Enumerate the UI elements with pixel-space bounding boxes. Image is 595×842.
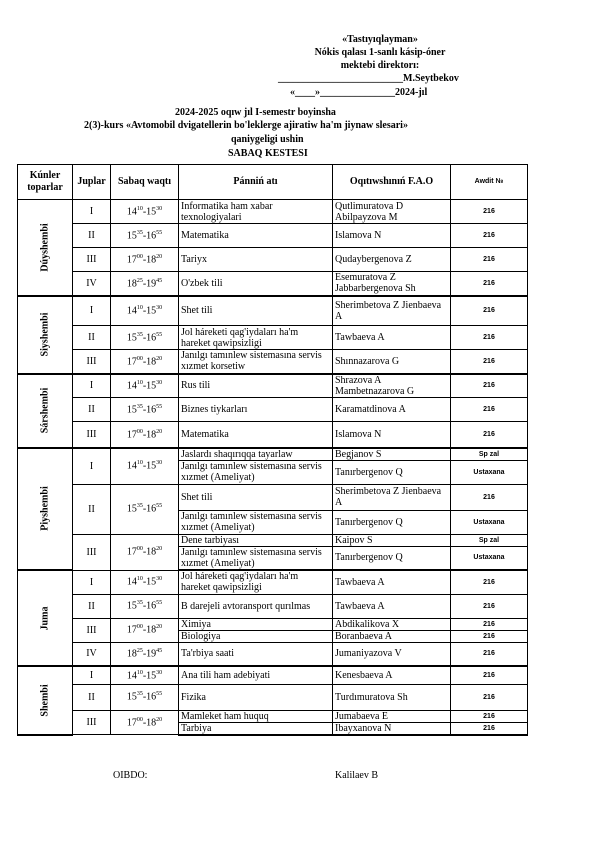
lesson-time: $15^{35}-16^{55}$ xyxy=(111,326,179,350)
teacher-name: Jumaniyazova V xyxy=(333,642,451,666)
subject-name: Shet tili xyxy=(179,296,333,326)
subject-name: Ana tili ham adebiyati xyxy=(179,666,333,684)
teacher-name: Tawbaeva A xyxy=(333,326,451,350)
teacher-name: Tawbaeva A xyxy=(333,594,451,618)
header-subject: Pánniń atı xyxy=(179,165,333,200)
lesson-time: $14^{10}-15^{30}$ xyxy=(111,570,179,594)
subject-name: B darejeli avtoransport qurılmas xyxy=(179,594,333,618)
pair-number: IV xyxy=(73,642,111,666)
room-number: 216 xyxy=(451,710,528,722)
page-title: SABAQ KESTESI xyxy=(228,148,308,159)
header-day xyxy=(18,165,73,200)
teacher-name: Begjanov S xyxy=(333,448,451,461)
room-number: Ustaxana xyxy=(451,510,528,534)
subject-name: Matematika xyxy=(179,224,333,248)
subject-name: Shet tili xyxy=(179,484,333,510)
teacher-name: Sherimbetova Z Jienbaeva A xyxy=(333,296,451,326)
schedule-table xyxy=(17,164,528,736)
table-row xyxy=(18,296,528,326)
lesson-time: $17^{00}-18^{20}$ xyxy=(111,422,179,448)
pair-number: I xyxy=(73,448,111,485)
subject-name: Jol háreketi qag'iydaları ha'm hareket qawipsizligi xyxy=(179,326,333,350)
pair-number: II xyxy=(73,326,111,350)
day-name: Shembi xyxy=(39,684,51,717)
teacher-name: Esemuratova Z Jabbarbergenova Sh xyxy=(333,272,451,296)
teacher-name: Tanırbergenov Q xyxy=(333,546,451,570)
subject-name: Janılgı tamınlew sistemasına servis xızmet (Ameliyat) xyxy=(179,510,333,534)
subject-name: Dene tarbiyası xyxy=(179,534,333,546)
teacher-name: Qutlimuratova D Abilpayzova M xyxy=(333,200,451,224)
table-row xyxy=(18,684,528,710)
teacher-name: Ibayxanova N xyxy=(333,722,451,735)
header-time xyxy=(111,165,179,200)
subject-name: Fizika xyxy=(179,684,333,710)
table-row xyxy=(18,570,528,594)
teacher-name: Shrazova A Mambetnazarova G xyxy=(333,374,451,398)
lesson-time: $15^{35}-16^{55}$ xyxy=(111,684,179,710)
lesson-time: $15^{35}-16^{55}$ xyxy=(111,594,179,618)
pair-number: III xyxy=(73,422,111,448)
room-number: 216 xyxy=(451,618,528,630)
room-number: 216 xyxy=(451,296,528,326)
subject-name: O'zbek tili xyxy=(179,272,333,296)
table-row xyxy=(18,200,528,224)
lesson-time: $14^{10}-15^{30}$ xyxy=(111,200,179,224)
teacher-name: Karamatdinova A xyxy=(333,398,451,422)
teacher-name: Tawbaeva A xyxy=(333,570,451,594)
pair-number: II xyxy=(73,484,111,534)
header-pair: Juplar xyxy=(73,165,111,200)
subject-name: Rus tili xyxy=(179,374,333,398)
table-row xyxy=(18,422,528,448)
table-row xyxy=(18,248,528,272)
pair-number: III xyxy=(73,534,111,570)
pair-number: III xyxy=(73,350,111,374)
table-row xyxy=(18,374,528,398)
lesson-time: $17^{00}-18^{20}$ xyxy=(111,618,179,642)
teacher-name: Tanırbergenov Q xyxy=(333,460,451,484)
room-number: 216 xyxy=(451,484,528,510)
table-row xyxy=(18,594,528,618)
lesson-time: $15^{35}-16^{55}$ xyxy=(111,224,179,248)
subject-name: Tariyx xyxy=(179,248,333,272)
day-name: Dúyshembi xyxy=(39,223,51,272)
lesson-time: $17^{00}-18^{20}$ xyxy=(111,350,179,374)
teacher-name: Shınnazarova G xyxy=(333,350,451,374)
lesson-time: $15^{35}-16^{55}$ xyxy=(111,484,179,534)
teacher-name: Kaipov S xyxy=(333,534,451,546)
table-row xyxy=(18,326,528,350)
approval-title: «Tastıyıqlayman» xyxy=(342,34,418,45)
teacher-name: Sherimbetova Z Jienbaeva A xyxy=(333,484,451,510)
header-teacher: Oqıtıwshınıń F.A.O xyxy=(333,165,451,200)
director-signature-line: _________________________M.Seytbekov xyxy=(278,73,459,84)
room-number: 216 xyxy=(451,272,528,296)
teacher-name: Abdikalikova X xyxy=(333,618,451,630)
subject-name: Biologiya xyxy=(179,630,333,642)
pair-number: III xyxy=(73,618,111,642)
table-row xyxy=(18,710,528,722)
room-number: 216 xyxy=(451,224,528,248)
pair-number: II xyxy=(73,684,111,710)
subject-name: Biznes tiykarları xyxy=(179,398,333,422)
lesson-time: $14^{10}-15^{30}$ xyxy=(111,296,179,326)
table-row xyxy=(18,448,528,461)
day-name-cell xyxy=(18,296,73,374)
table-row xyxy=(18,272,528,296)
room-number: 216 xyxy=(451,642,528,666)
lesson-time: $14^{10}-15^{30}$ xyxy=(111,374,179,398)
day-name: Piyshembi xyxy=(39,486,51,531)
subject-name: Informatika ham xabar texnologiyalari xyxy=(179,200,333,224)
teacher-name: Turdımuratova Sh xyxy=(333,684,451,710)
lesson-time: $14^{10}-15^{30}$ xyxy=(111,448,179,485)
specialty-line: qaniygeligi ushin xyxy=(231,134,304,145)
subject-name: Jaslardı shaqırıqqa tayarlaw xyxy=(179,448,333,461)
room-number: 216 xyxy=(451,722,528,735)
table-row xyxy=(18,642,528,666)
room-number: 216 xyxy=(451,570,528,594)
footer-deputy-label: OIBDO: xyxy=(113,770,148,781)
table-row xyxy=(18,618,528,630)
day-name-cell xyxy=(18,570,73,666)
subject-name: Matematika xyxy=(179,422,333,448)
day-name: Juma xyxy=(39,606,51,630)
pair-number: II xyxy=(73,398,111,422)
course-title: 2(3)-kurs «Avtomobil dvigatellerin bo'leklerge ajiratiw ha'm jiynaw slesari» xyxy=(84,120,408,131)
pair-number: II xyxy=(73,594,111,618)
pair-number: I xyxy=(73,200,111,224)
room-number: 216 xyxy=(451,350,528,374)
header-day-label: Kúnler toparlar xyxy=(27,170,63,193)
header-time-label: Sabaq waqtı xyxy=(117,176,172,187)
table-row xyxy=(18,484,528,510)
day-name-cell xyxy=(18,448,73,571)
day-name-cell xyxy=(18,200,73,296)
school-name: Nókis qalası 1-sanlı kásip-óner xyxy=(314,47,446,58)
footer-deputy-name: Kalilaev B xyxy=(335,770,379,781)
table-header-row xyxy=(18,165,528,200)
table-row xyxy=(18,398,528,422)
subject-name: Ta'rbiya saati xyxy=(179,642,333,666)
header-room: Awdit № xyxy=(451,165,528,200)
subject-name: Tarbiya xyxy=(179,722,333,735)
pair-number: I xyxy=(73,570,111,594)
room-number: 216 xyxy=(451,248,528,272)
pair-number: III xyxy=(73,710,111,735)
teacher-name: Boranbaeva A xyxy=(333,630,451,642)
subject-name: Jol háreketi qag'iydaları ha'm hareket qawipsizligi xyxy=(179,570,333,594)
teacher-name: Kenesbaeva A xyxy=(333,666,451,684)
teacher-name: Qudaybergenova Z xyxy=(333,248,451,272)
lesson-time: $14^{10}-15^{30}$ xyxy=(111,666,179,684)
day-name: Sárshembi xyxy=(39,387,51,434)
lesson-time: $17^{00}-18^{20}$ xyxy=(111,248,179,272)
lesson-time: $17^{00}-18^{20}$ xyxy=(111,534,179,570)
room-number: 216 xyxy=(451,666,528,684)
room-number: 216 xyxy=(451,630,528,642)
teacher-name: Islamova N xyxy=(333,224,451,248)
pair-number: I xyxy=(73,666,111,684)
pair-number: III xyxy=(73,248,111,272)
room-number: 216 xyxy=(451,684,528,710)
lesson-time: $15^{35}-16^{55}$ xyxy=(111,398,179,422)
room-number: 216 xyxy=(451,422,528,448)
pair-number: IV xyxy=(73,272,111,296)
day-name-cell xyxy=(18,374,73,448)
day-name: Siyshembi xyxy=(39,312,51,357)
subject-name: Ximiya xyxy=(179,618,333,630)
room-number: 216 xyxy=(451,374,528,398)
subject-name: Janılgı tamınlew sistemasına servis xızmet (Ameliyat) xyxy=(179,546,333,570)
pair-number: II xyxy=(73,224,111,248)
room-number: Sp zal xyxy=(451,534,528,546)
room-number: Ustaxana xyxy=(451,460,528,484)
room-number: 216 xyxy=(451,594,528,618)
teacher-name: Islamova N xyxy=(333,422,451,448)
academic-year: 2024-2025 oqıw jıl I-semestr boyinsha xyxy=(175,107,336,118)
director-title: mektebi direktorı: xyxy=(340,60,420,71)
lesson-time: $18^{25}-19^{45}$ xyxy=(111,642,179,666)
room-number: Ustaxana xyxy=(451,546,528,570)
approval-date-line: «____»_______________2024-jıl xyxy=(290,87,428,98)
table-row xyxy=(18,534,528,546)
teacher-name: Tanırbergenov Q xyxy=(333,510,451,534)
room-number: 216 xyxy=(451,398,528,422)
pair-number: I xyxy=(73,374,111,398)
teacher-name: Jumabaeva E xyxy=(333,710,451,722)
subject-name: Janılgı tamınlew sistemasına servis xızmet korsetiw xyxy=(179,350,333,374)
pair-number: I xyxy=(73,296,111,326)
table-row xyxy=(18,350,528,374)
room-number: 216 xyxy=(451,326,528,350)
subject-name: Mamleket ham huquq xyxy=(179,710,333,722)
table-row xyxy=(18,224,528,248)
subject-name: Janılgı tamınlew sistemasına servis xızmet (Ameliyat) xyxy=(179,460,333,484)
lesson-time: $17^{00}-18^{20}$ xyxy=(111,710,179,735)
day-name-cell xyxy=(18,666,73,735)
table-row xyxy=(18,666,528,684)
room-number: Sp zal xyxy=(451,448,528,461)
lesson-time: $18^{25}-19^{45}$ xyxy=(111,272,179,296)
room-number: 216 xyxy=(451,200,528,224)
